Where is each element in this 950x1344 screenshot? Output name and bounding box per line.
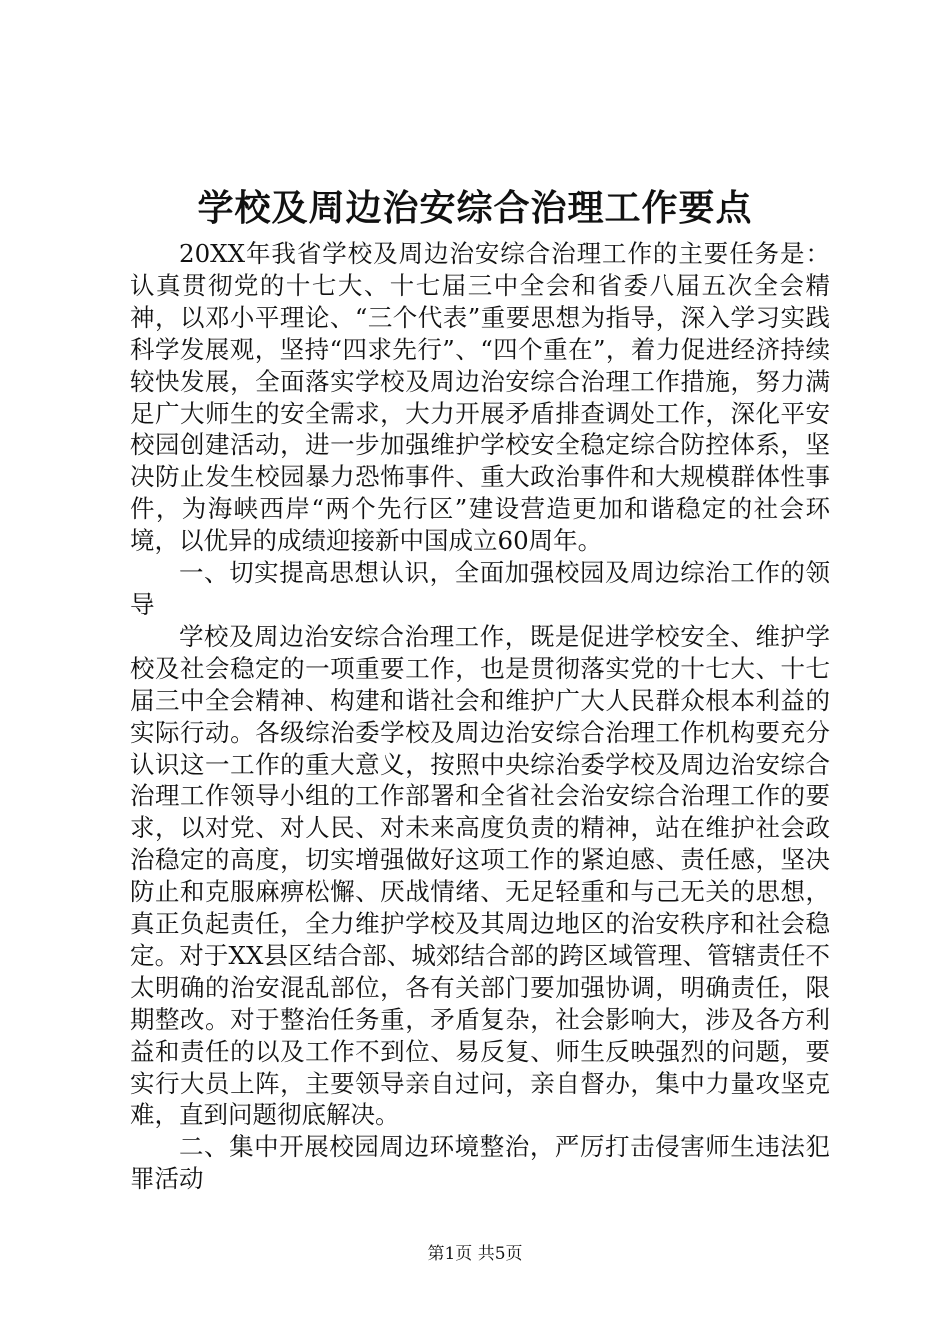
document-title: 学校及周边治安综合治理工作要点 xyxy=(197,187,753,229)
section-heading-1: 一、切实提高思想认识，全面加强校园及周边综治工作的领导 xyxy=(130,558,830,619)
paragraph-intro: 20XX年我省学校及周边治安综合治理工作的主要任务是：认真贯彻党的十七大、十七届三中全会和省委八届五次全会精神，以邓小平理论、“三个代表”重要思想为指导，深入学习实践科学发展观，坚持“四求先行”、“四个重在”，着力促进经济持续较快发展，全面落实学校及周边治安综合治理工作措施，努力满足广大师生的安全需求，大力开展矛盾排查调处工作，深化平安校园创建活动，进一步加强维护学校安全稳定综合防控体系，坚决防止发生校园暴力恐怖事件、重大政治事件和大规模群体性事件，为海峡西岸“两个先行区”建设营造更加和谐稳定的社会环境，以优异的成绩迎接新中国成立60周年。 xyxy=(130,239,830,556)
page-number-footer: 第1页 共5页 xyxy=(427,1244,523,1264)
paragraph-section-1: 学校及周边治安综合治理工作，既是促进学校安全、维护学校及社会稳定的一项重要工作，也是贯彻落实党的十七大、十七届三中全会精神、构建和谐社会和维护广大人民群众根本利益的实际行动。各级综治委学校及周边治安综合治理工作机构要充分认识这一工作的重大意义，按照中央综治委学校及周边治安综合治理工作领导小组的工作部署和全省社会治安综合治理工作的要求，以对党、对人民、对未来高度负责的精神，站在维护社会政治稳定的高度，切实增强做好这项工作的紧迫感、责任感，坚决防止和克服麻痹松懈、厌战情绪、无足轻重和与己无关的思想，真正负起责任，全力维护学校及其周边地区的治安秩序和社会稳定。对于XX县区结合部、城郊结合部的跨区域管理、管辖责任不太明确的治安混乱部位，各有关部门要加强协调，明确责任，限期整改。对于整治任务重，矛盾复杂，社会影响大，涉及各方利益和责任的以及工作不到位、易反复、师生反映强烈的问题，要实行大员上阵，主要领导亲自过问，亲自督办，集中力量攻坚克难，直到问题彻底解决。 xyxy=(130,621,830,1130)
document-body xyxy=(130,238,830,1195)
section-heading-2: 二、集中开展校园周边环境整治，严厉打击侵害师生违法犯罪活动 xyxy=(130,1132,830,1194)
